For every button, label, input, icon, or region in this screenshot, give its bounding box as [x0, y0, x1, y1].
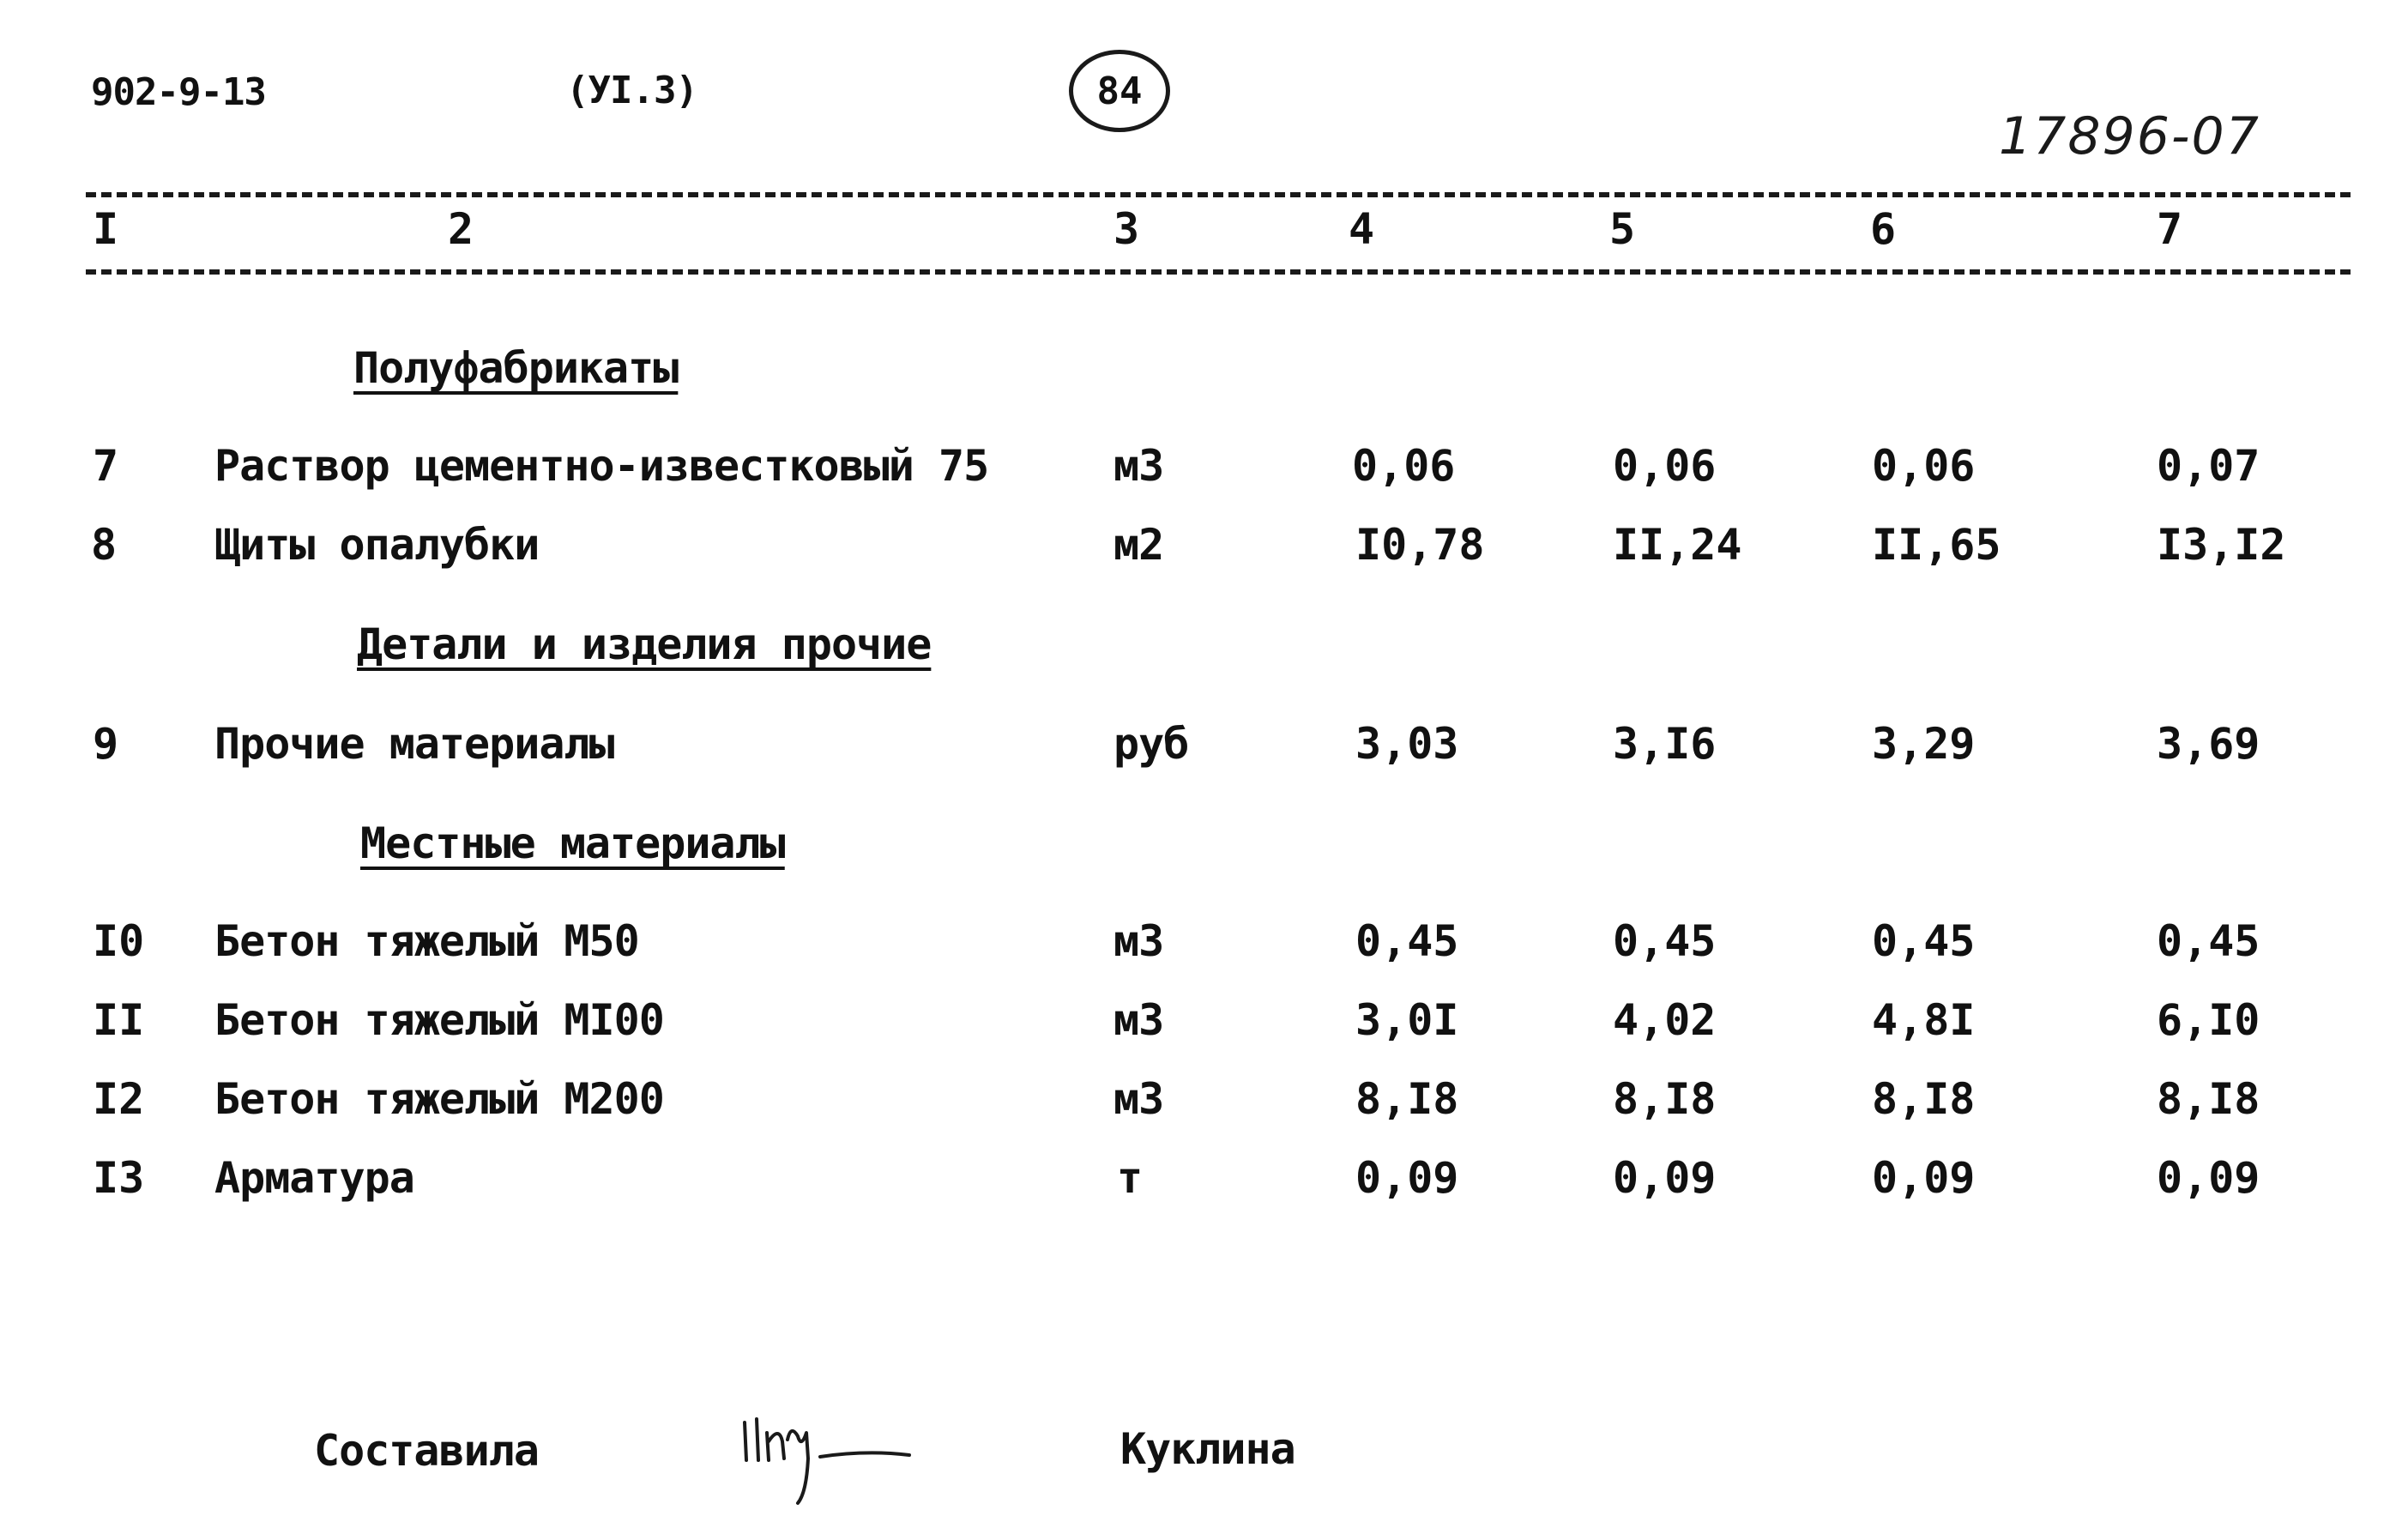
value-col5: 0,06 — [1613, 441, 1717, 491]
unit: т — [1117, 1153, 1143, 1203]
value-col7: I3,I2 — [2157, 520, 2286, 570]
value-col7: 6,I0 — [2157, 995, 2260, 1045]
value-col5: 3,I6 — [1613, 719, 1717, 769]
material-name: Щиты опалубки — [214, 520, 540, 570]
unit: руб — [1113, 719, 1189, 769]
value-col6: 8,I8 — [1872, 1074, 1976, 1124]
row-number: II — [93, 995, 145, 1045]
value-col7: 0,09 — [2157, 1153, 2260, 1203]
value-col6: 4,8I — [1872, 995, 1976, 1045]
row-number: I2 — [93, 1074, 145, 1124]
column-number: 6 — [1870, 204, 1897, 254]
value-col5: II,24 — [1613, 520, 1742, 570]
column-number: 7 — [2157, 204, 2183, 254]
page-number-stamp — [1069, 50, 1170, 132]
value-col4: 0,06 — [1352, 441, 1456, 491]
unit: м3 — [1113, 441, 1164, 491]
value-col7: 8,I8 — [2157, 1074, 2260, 1124]
value-col6: 0,09 — [1872, 1153, 1976, 1203]
header-top-rule — [86, 192, 2351, 197]
compiler-name: Куклина — [1120, 1424, 1295, 1474]
row-number: I0 — [93, 916, 145, 966]
value-col5: 0,09 — [1613, 1153, 1717, 1203]
value-col5: 8,I8 — [1613, 1074, 1717, 1124]
material-name: Бетон тяжелый М50 — [214, 916, 639, 966]
unit: м3 — [1113, 1074, 1164, 1124]
compiled-by-label: Составила — [314, 1426, 539, 1476]
value-col4: I0,78 — [1355, 520, 1485, 570]
row-number: 7 — [93, 441, 119, 491]
row-number: I3 — [93, 1153, 145, 1203]
column-number: 3 — [1113, 204, 1140, 254]
value-col4: 3,03 — [1355, 719, 1459, 769]
material-name: Раствор цементно-известковый 75 — [214, 441, 989, 491]
material-name: Арматура — [214, 1153, 414, 1203]
value-col7: 0,45 — [2157, 916, 2260, 966]
value-col5: 4,02 — [1613, 995, 1717, 1045]
section-title: Детали и изделия прочие — [357, 619, 932, 669]
row-number: 8 — [91, 520, 118, 570]
value-col6: II,65 — [1872, 520, 2001, 570]
value-col7: 3,69 — [2157, 719, 2260, 769]
value-col6: 0,45 — [1872, 916, 1976, 966]
unit: м3 — [1113, 916, 1164, 966]
material-name: Бетон тяжелый М200 — [214, 1074, 664, 1124]
value-col6: 3,29 — [1872, 719, 1976, 769]
signature — [738, 1407, 935, 1510]
column-number: 5 — [1609, 204, 1636, 254]
material-name: Бетон тяжелый МI00 — [214, 995, 664, 1045]
column-number: I — [93, 204, 119, 254]
column-number: 4 — [1349, 204, 1375, 254]
value-col6: 0,06 — [1872, 441, 1976, 491]
material-name: Прочие материалы — [214, 719, 614, 769]
unit: м3 — [1113, 995, 1164, 1045]
unit: м2 — [1113, 520, 1164, 570]
value-col7: 0,07 — [2157, 441, 2260, 491]
value-col4: 0,09 — [1355, 1153, 1459, 1203]
column-number: 2 — [448, 204, 474, 254]
section-code: (УI.3) — [566, 69, 697, 112]
page-number: 84 — [1096, 69, 1143, 113]
section-title: Полуфабрикаты — [353, 343, 679, 393]
value-col4: 3,0I — [1355, 995, 1459, 1045]
value-col4: 8,I8 — [1355, 1074, 1459, 1124]
header-bottom-rule — [86, 269, 2351, 275]
section-title: Местные материалы — [360, 818, 785, 868]
row-number: 9 — [93, 719, 119, 769]
archive-number: 17896-07 — [1999, 106, 2260, 166]
value-col5: 0,45 — [1613, 916, 1717, 966]
value-col4: 0,45 — [1355, 916, 1459, 966]
document-code: 902-9-13 — [91, 70, 266, 114]
